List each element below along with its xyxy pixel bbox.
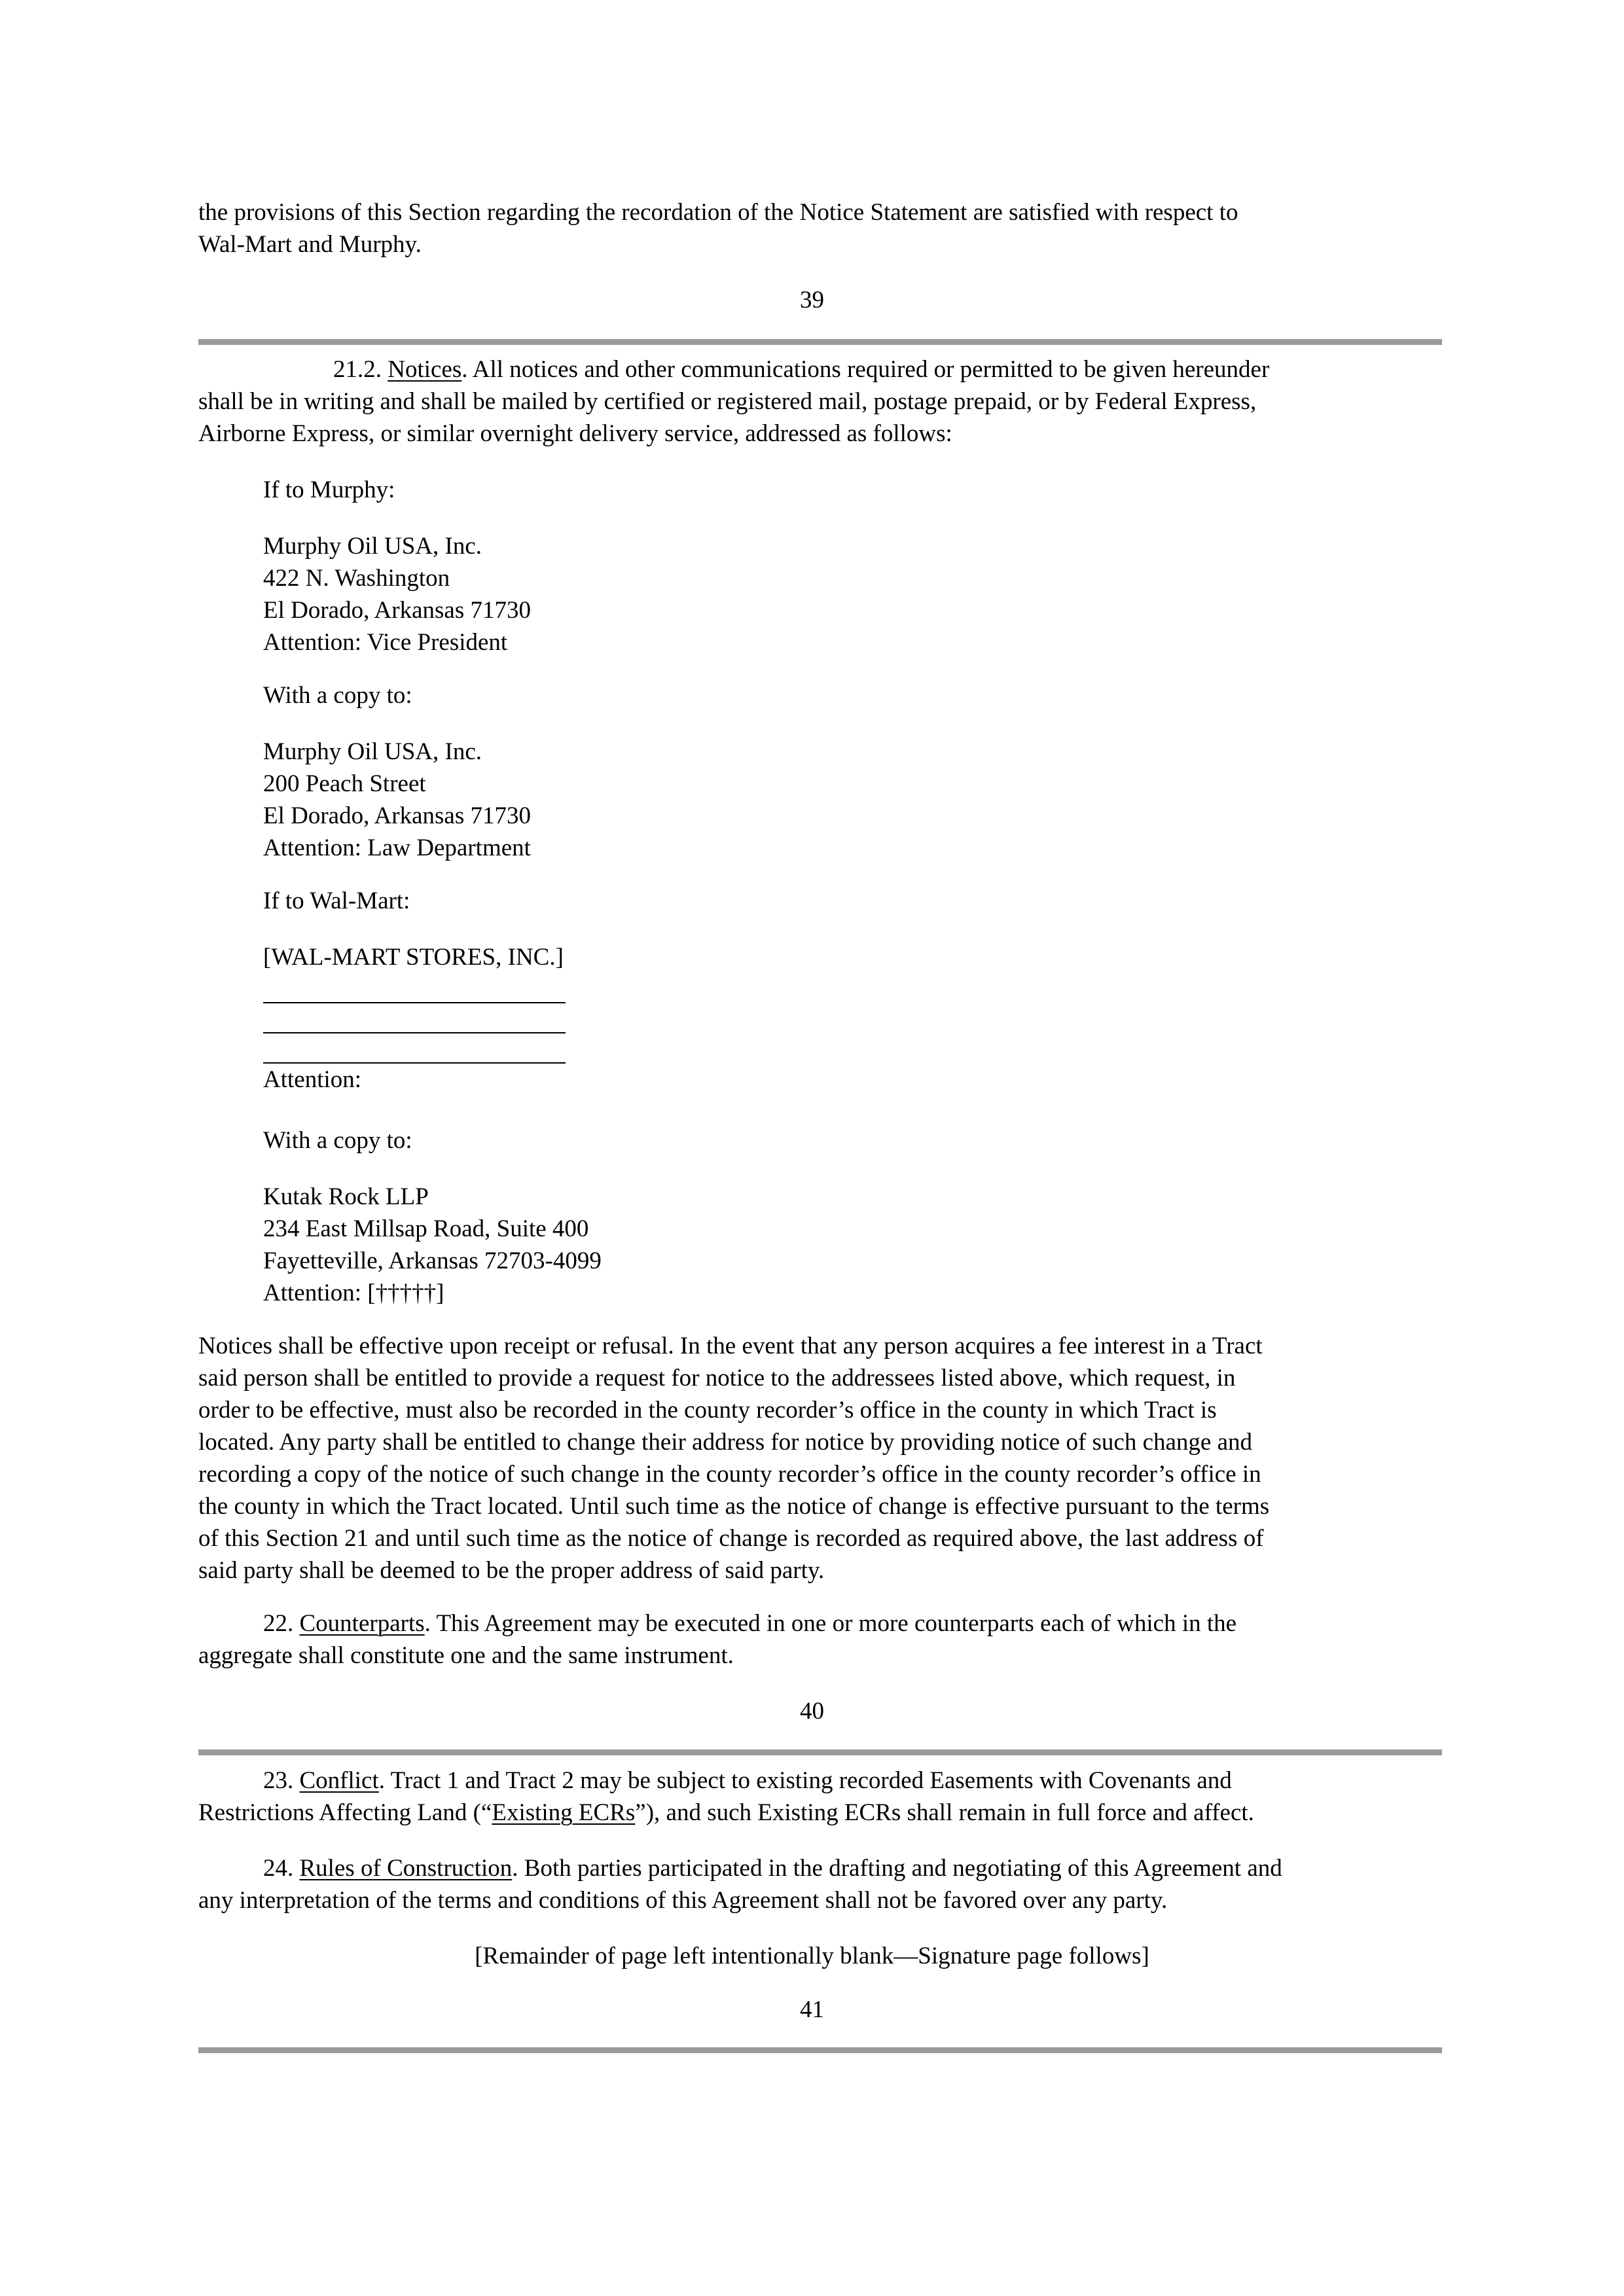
section-heading: Conflict — [299, 1767, 379, 1794]
address-line: Kutak Rock LLP — [263, 1183, 429, 1210]
paragraph-line: of this Section 21 and until such time as the notice of change is recorded as required above, the last address of — [198, 1525, 1264, 1552]
page-break-rule — [198, 1749, 1442, 1755]
paragraph-line: any interpretation of the terms and conditions of this Agreement shall not be favored over any party. — [198, 1887, 1168, 1914]
paragraph-line: aggregate shall constitute one and the same instrument. — [198, 1642, 734, 1669]
copy-label-1 — [263, 679, 1245, 711]
address-line: 234 East Millsap Road, Suite 400 — [263, 1215, 589, 1242]
address-line: El Dorado, Arkansas 71730 — [263, 597, 531, 624]
page-break-rule — [198, 339, 1442, 345]
address-line: Attention: Vice President — [263, 629, 508, 656]
section-text: . All notices and other communications required or permitted to be given hereunder — [461, 356, 1270, 383]
address-label: With a copy to: — [263, 682, 412, 709]
address-line: 200 Peach Street — [263, 770, 426, 797]
kutak-address-block — [263, 1181, 1245, 1309]
section-heading: Counterparts — [299, 1610, 425, 1637]
section-22-counterparts — [198, 1607, 1442, 1672]
section-23-first-line — [198, 1765, 1442, 1797]
section-21-2-first-line — [198, 353, 1442, 386]
section-text: Restrictions Affecting Land (“ — [198, 1799, 492, 1826]
address-line: Murphy Oil USA, Inc. — [263, 738, 482, 765]
walmart-address-block — [263, 941, 1245, 1096]
address-label: With a copy to: — [263, 1127, 412, 1154]
paragraph-line: Wal-Mart and Murphy. — [198, 231, 422, 258]
page-number-40: 40 — [800, 1698, 824, 1725]
address-line: Attention: Law Department — [263, 834, 531, 861]
blank-address-line — [263, 973, 566, 1003]
paragraph-line: Notices shall be effective upon receipt or refusal. In the event that any person acquires a fee interest in a Tract — [198, 1333, 1263, 1359]
paragraph-line: the county in which the Tract located. Until such time as the notice of change is effective pursuant to the terms — [198, 1493, 1270, 1520]
paragraph-line: located. Any party shall be entitled to change their address for notice by providing notice of such change and — [198, 1429, 1253, 1456]
address-line: El Dorado, Arkansas 71730 — [263, 802, 531, 829]
section-text: . Tract 1 and Tract 2 may be subject to existing recorded Easements with Covenants and — [378, 1767, 1232, 1794]
section-21-2-notices — [198, 353, 1442, 450]
section-number: 21.2. — [333, 356, 382, 383]
section-text: . This Agreement may be executed in one or more counterparts each of which in the — [424, 1610, 1237, 1637]
paragraph-line: said party shall be deemed to be the proper address of said party. — [198, 1557, 825, 1584]
address-label: If to Murphy: — [263, 476, 395, 503]
section-heading: Notices — [388, 356, 462, 383]
section-text: ”), and such Existing ECRs shall remain in full force and affect. — [635, 1799, 1254, 1826]
remainder-blank-note: [Remainder of page left intentionally blank—Signature page follows] — [475, 1943, 1149, 1969]
section-22-first-line — [198, 1607, 1442, 1640]
murphy-address-block — [263, 530, 1245, 658]
copy-label-2 — [263, 1124, 1245, 1157]
section-number: 22. — [263, 1610, 294, 1637]
address-line: Murphy Oil USA, Inc. — [263, 533, 482, 560]
section-24-rules-of-construction — [198, 1852, 1442, 1916]
section-number: 23. — [263, 1767, 294, 1794]
paragraph-line: the provisions of this Section regarding the recordation of the Notice Statement are satisfied with respect to — [198, 199, 1238, 226]
paragraph-line: Airborne Express, or similar overnight delivery service, addressed as follows: — [198, 420, 952, 447]
blank-address-line — [263, 1003, 566, 1033]
address-line: Fayetteville, Arkansas 72703-4099 — [263, 1247, 602, 1274]
section-23-second-line — [198, 1797, 1442, 1829]
to-murphy-label — [263, 474, 1245, 506]
section-23-conflict — [198, 1765, 1442, 1829]
page-number-41: 41 — [800, 1996, 824, 2023]
defined-term: Existing ECRs — [492, 1799, 636, 1826]
address-label: If to Wal-Mart: — [263, 888, 410, 914]
page-number-39: 39 — [800, 287, 824, 314]
to-walmart-label — [263, 885, 1245, 917]
address-line: Attention: — [263, 1066, 362, 1093]
paragraph-line: order to be effective, must also be recorded in the county recorder’s office in the county in which Tract is — [198, 1397, 1217, 1424]
continuation-paragraph — [198, 196, 1442, 260]
section-heading: Rules of Construction — [299, 1855, 513, 1882]
section-number: 24. — [263, 1855, 294, 1882]
blank-address-line — [263, 1033, 566, 1064]
address-line: Attention: [†††††] — [263, 1280, 444, 1306]
murphy-copy-address-block — [263, 736, 1245, 864]
notices-effectiveness-paragraph — [198, 1330, 1442, 1587]
page-break-rule — [198, 2047, 1442, 2053]
paragraph-line: shall be in writing and shall be mailed by certified or registered mail, postage prepaid, or by Federal Express, — [198, 388, 1257, 415]
paragraph-line: said person shall be entitled to provide a request for notice to the addressees listed above, which request, in — [198, 1365, 1236, 1391]
address-line: [WAL-MART STORES, INC.] — [263, 944, 564, 971]
section-text: . Both parties participated in the drafting and negotiating of this Agreement and — [512, 1855, 1282, 1882]
paragraph-line: recording a copy of the notice of such change in the county recorder’s office in the county recorder’s office in — [198, 1461, 1261, 1488]
address-line: 422 N. Washington — [263, 565, 450, 592]
section-24-first-line — [198, 1852, 1442, 1884]
